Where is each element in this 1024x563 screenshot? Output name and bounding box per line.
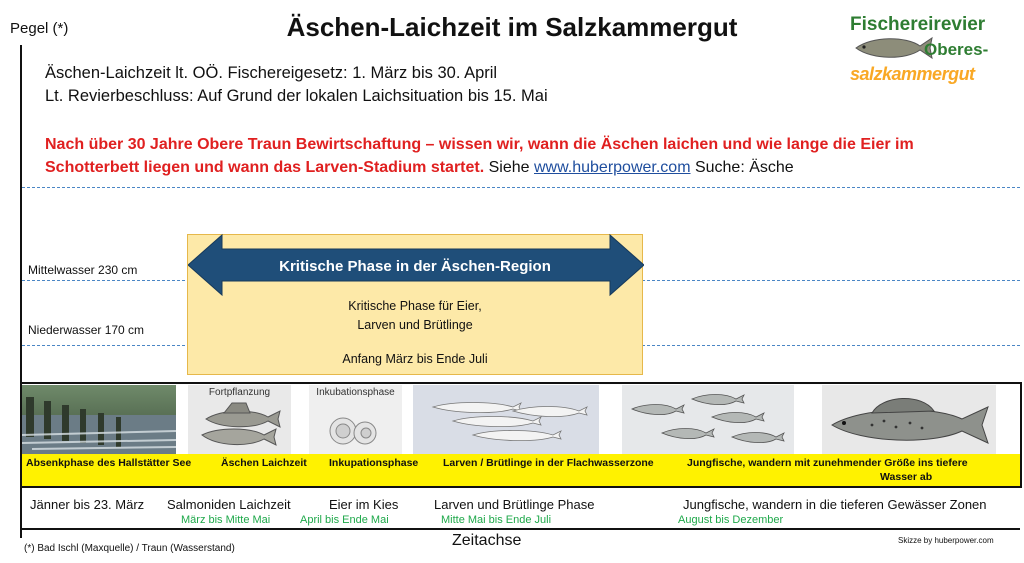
critical-phase-time: Anfang März bis Ende Juli xyxy=(342,352,488,366)
niederwasser-label: Niederwasser 170 cm xyxy=(28,323,145,337)
logo-line-3: salzkammergut xyxy=(850,64,975,84)
time-axis-label: Zeitachse xyxy=(452,532,522,549)
mittelwasser-label: Mittelwasser 230 cm xyxy=(28,263,138,277)
experience-note xyxy=(45,133,1005,179)
phase-label-4: Larven und Brütlinge Phase xyxy=(434,497,595,512)
phase-label-2: Salmoniden Laichzeit xyxy=(167,497,291,512)
phase-label-1: Jänner bis 23. März xyxy=(30,497,145,512)
note-siehe: Siehe xyxy=(484,159,534,176)
footnote: (*) Bad Ischl (Maxquelle) / Traun (Wasserstand) xyxy=(24,543,235,554)
band-label-larven: Larven / Brütlinge in der Flachwasserzone xyxy=(443,457,654,469)
grayling-photo xyxy=(822,385,996,454)
phase-time-2: März bis Mitte Mai xyxy=(181,514,271,526)
phase-time-5: August bis Dezember xyxy=(678,514,784,526)
law-period-text: Äschen-Laichzeit lt. OÖ. Fischereigesetz: 1. März bis 30. April xyxy=(45,64,498,82)
page-title: Äschen-Laichzeit im Salzkammergut xyxy=(286,12,738,42)
website-link[interactable]: www.huberpower.com xyxy=(534,159,691,176)
credit: Skizze by huberpower.com xyxy=(898,536,994,545)
district-decision-text: Lt. Revierbeschluss: Auf Grund der lokalen Laichsituation bis 15. Mai xyxy=(45,87,548,105)
band-label-inkubation: Inkupationsphase xyxy=(329,457,419,469)
y-axis-label: Pegel (*) xyxy=(10,20,69,37)
phase-time-4: Mitte Mai bis Ende Juli xyxy=(441,514,552,526)
phase-label-5: Jungfische, wandern in die tieferen Gewässer Zonen xyxy=(683,497,987,512)
phase-time-3: April bis Ende Mai xyxy=(300,514,389,526)
band-label-absenkphase: Absenkphase des Hallstätter See xyxy=(26,457,192,469)
critical-sub-line-1: Kritische Phase für Eier, xyxy=(348,299,482,313)
spawning-caption: Fortpflanzung xyxy=(208,387,271,398)
top-dashed-line xyxy=(22,187,1020,188)
time-axis xyxy=(20,528,1020,530)
critical-phase-label: Kritische Phase in der Äschen-Region xyxy=(279,258,551,275)
phase-label-3: Eier im Kies xyxy=(329,497,399,512)
weir-photo xyxy=(22,385,176,454)
critical-phase-description xyxy=(187,297,643,335)
spawning-photo xyxy=(188,385,291,454)
note-suche: Suche: Äsche xyxy=(690,159,794,176)
band-label-jungfische: Jungfische, wandern mit zunehmender Größe ins tiefere xyxy=(687,457,968,469)
incubation-photo xyxy=(309,385,402,454)
logo-line-1: Fischereirevier xyxy=(850,14,986,35)
juvenile-fish-photo xyxy=(622,385,794,454)
incubation-caption: Inkubationsphase xyxy=(316,387,395,398)
note-highlight: Nach über 30 Jahre Obere Traun Bewirtschaftung – wissen wir, wann die Äschen laichen und wie lange die Eier im Schotterbett liegen und wann das Larven-Stadium startet. xyxy=(45,136,914,176)
fish-logo-icon xyxy=(854,34,934,62)
logo xyxy=(850,14,1010,94)
band-label-laichzeit: Äschen Laichzeit xyxy=(221,457,307,469)
band-label-jungfische-cont: Wasser ab xyxy=(880,471,933,483)
logo-line-2: Oberes- xyxy=(924,40,989,59)
larvae-photo xyxy=(413,385,599,454)
critical-sub-line-2: Larven und Brütlinge xyxy=(357,318,473,332)
